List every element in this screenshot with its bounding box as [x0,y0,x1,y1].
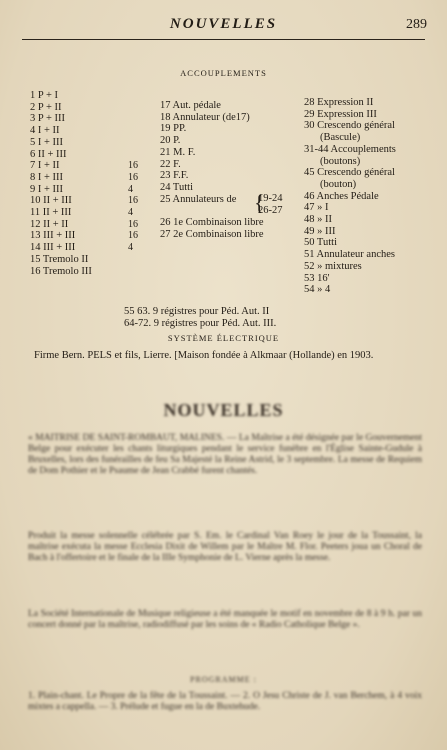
article-title: NOUVELLES [163,400,284,420]
coupling-row-c-12: 49 » III [304,225,336,237]
coupling-row-a-3: 3 P + III [30,113,65,125]
coupling-row-a-13: 13 III + III [30,230,76,242]
programme-text: 1. Plain-chant. Le Propre de la fête de la Toussaint. — 2. O Jesu Christe de J. van Berchem, à 4 voix mixtes a cappella. — 3. Prélude et fugue en la de Buxtehude. [28,691,422,712]
coupling-row-c-9: 46 Anches Pédale [304,190,379,202]
pitch-4: 16 [128,195,138,207]
coupling-row-c-6: (boutons) [320,155,361,167]
page-number: 289 [406,17,427,32]
coupling-row-a-7: 7 I + II [30,160,60,172]
blurred-article [0,385,447,750]
coupling-row-c-7: 45 Crescendo général [304,167,395,179]
coupling-row-b-6: 22 F. [160,158,181,170]
coupling-row-c-17: 54 » 4 [304,284,331,296]
pitch-5: 4 [128,207,133,218]
coupling-row-b-3: 19 PP. [160,123,187,135]
accouplements-heading: ACCOUPLEMENTS [180,68,267,78]
coupling-row-a-8: 8 I + III [30,171,64,183]
coupling-row-c-5: 31-44 Accouplements [304,143,396,155]
programme-heading: PROGRAMME : [190,675,257,684]
coupling-row-c-13: 50 Tutti [304,237,337,249]
pedal-registers-line-1: 55 63. 9 régistres pour Péd. Aut. II [124,306,270,317]
coupling-row-c-15: 52 » mixtures [304,260,362,272]
coupling-row-a-2: 2 P + II [30,101,62,113]
builder-credit: Firme Bern. PELS et fils, Lierre. [Maison fondée à Alkmaar (Hollande) en 1903. [34,350,374,361]
pitch-6: 16 [128,218,138,230]
pitch-2: 16 [128,171,138,183]
coupling-row-c-2: 29 Expression III [304,108,377,120]
annulateurs-brace: { [254,190,265,215]
coupling-row-c-10: 47 » I [304,202,329,214]
coupling-row-a-12: 12 II + II [30,218,69,230]
coupling-row-b-9: 25 Annulateurs de [160,193,237,205]
coupling-row-b-2: 18 Annulateur (de17) [160,111,250,123]
coupling-row-c-1: 28 Expression II [304,97,374,108]
coupling-row-b-11: 27 2e Combinaison libre [160,229,264,240]
coupling-row-a-1: 1 P + I [30,90,58,101]
coupling-row-b-7: 23 F.F. [160,170,189,182]
pitch-8: 4 [128,242,133,254]
coupling-row-a-14: 14 III + III [30,242,76,254]
coupling-row-a-9: 9 I + III [30,183,64,195]
coupling-row-a-4: 4 I + II [30,125,60,137]
pitch-3: 4 [128,183,133,195]
coupling-row-a-6: 6 II + III [30,148,67,160]
coupling-row-c-14: 51 Annulateur anches [304,249,395,261]
annulateur-range-b: 26-27 [258,205,283,216]
coupling-row-a-10: 10 II + III [30,195,72,207]
coupling-row-b-4: 20 P. [160,135,181,147]
coupling-row-c-3: 30 Crescendo général [304,120,395,132]
coupling-row-c-11: 48 » II [304,214,332,225]
annulateur-range-a: 19-24 [258,193,283,204]
coupling-row-a-11: 11 II + III [30,207,72,218]
article-paragraph-3: La Société Internationale de Musique religieuse a été manquée le motif en novembre de 8 à 9 h. par un concert donné par la maîtrise, radiodiffusé par les soins de « Radio Catholique Belge ». [28,609,422,630]
coupling-row-a-15: 15 Tremolo II [30,253,89,265]
systeme-heading: SYSTÈME ÉLECTRIQUE [167,333,280,343]
coupling-row-a-16: 16 Tremolo III [30,265,92,277]
coupling-row-b-1: 17 Aut. pédale [160,100,221,111]
coupling-row-c-16: 53 16' [304,272,330,284]
coupling-row-c-4: (Bascule) [320,132,361,144]
pedal-registers-line-2: 64-72. 9 régistres pour Péd. Aut. III. [124,318,277,329]
coupling-row-b-8: 24 Tutti [160,181,193,193]
coupling-row-a-5: 5 I + III [30,136,64,148]
running-header-title: NOUVELLES [169,16,278,32]
article-paragraph-1: « MAITRISE DE SAINT-ROMBAUT, MALINES. — La Maîtrise a été désignée par le Gouvernement Belge pour exécuter les chants liturgiques pendant le service funèbre en l'Église Sainte-Gudule à Bruxelles, lors des funérailles de feu Sa Majesté la Reine Astrid, le 3 septembre. La messe de Requiem de Dom Pothier et le Psaume de Jean Crabbé furent chantés. [28,433,422,476]
coupling-row-b-5: 21 M. F. [160,146,196,158]
header-rule [22,39,425,40]
pitch-1: 16 [128,160,138,172]
coupling-row-b-10: 26 1e Combinaison libre [160,217,264,228]
coupling-row-c-8: (bouton) [320,178,357,190]
article-paragraph-2: Produit la messe solennelle célébrée par S. Em. le Cardinal Van Roey le jour de la Toussaint, la maîtrise exécuta la messe Ecclesia Dixit de Willem par le Maître M. Flor. Peeters joua un Choral de Bach à l'offertoire et le finale de la IIIe Symphonie de L. Vierne après la messe. [28,531,422,563]
pitch-7: 16 [128,230,138,242]
